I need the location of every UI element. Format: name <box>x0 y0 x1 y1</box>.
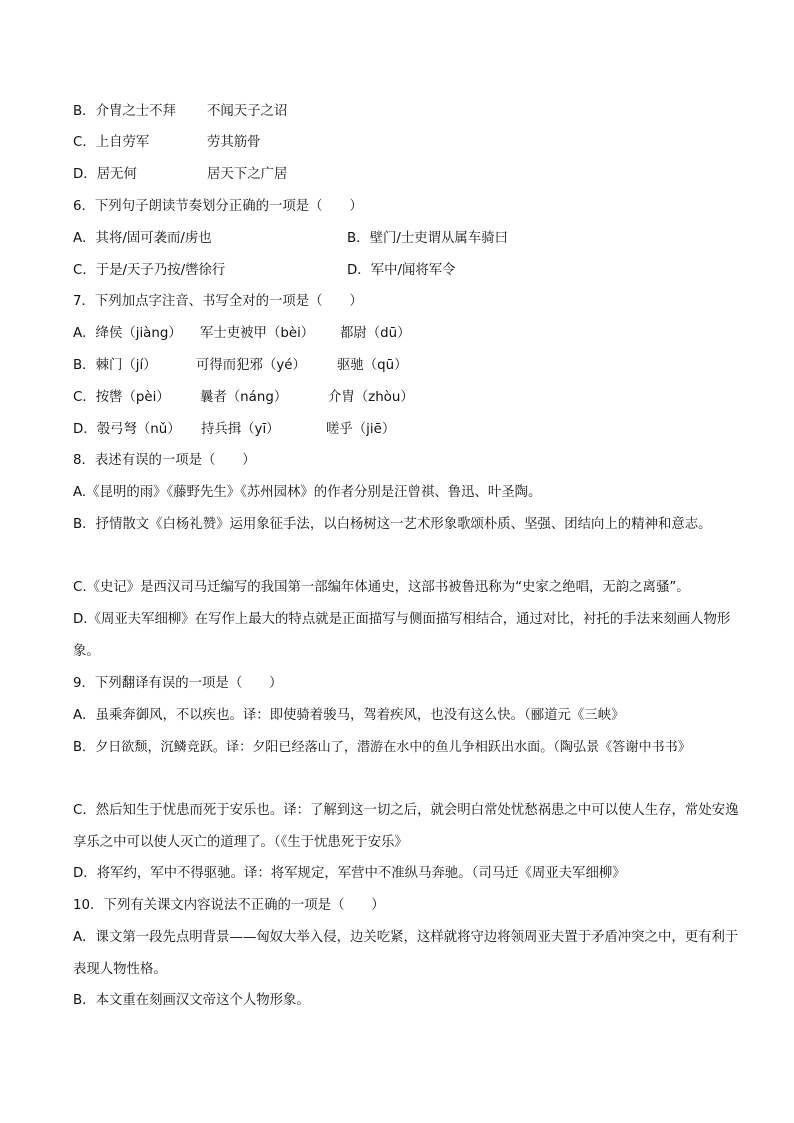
q7-item: 驱驰（qū） <box>337 358 408 373</box>
q8-option-b: B．抒情散文《白杨礼赞》运用象征手法，以白杨树这一艺术形象歌颂朴质、坚强、团结向上的精神和意志。 <box>73 517 712 532</box>
q7-item: 都尉（dū） <box>340 326 411 341</box>
q6-option-c: C．于是/天子乃按/辔徐行 <box>73 263 226 278</box>
q7-item: 嗟乎（jiē） <box>326 422 396 437</box>
question-6: 6．下列句子朗读节奏划分正确的一项是（ ） <box>73 199 363 214</box>
q9-option-b: B．夕日欲颓，沉鳞竞跃。译：夕阳已经落山了，潜游在水中的鱼儿争相跃出水面。（陶弘景《答谢中书书》 <box>73 740 691 755</box>
option-text: 不闻天子之诏 <box>207 104 288 119</box>
q7-item: D．彀弓弩（nǔ） <box>73 422 181 437</box>
question-7: 7．下列加点字注音、书写全对的一项是（ ） <box>73 294 363 309</box>
q10-option-a: A．课文第一段先点明背景——匈奴大举入侵，边关吃紧，这样就将守边将领周亚夫置于矛盾冲突之中，更有利于表现人物性格。 <box>73 930 739 977</box>
q8-option-a: A.《昆明的雨》《藤野先生》《苏州园林》的作者分别是汪曾祺、鲁迅、叶圣陶。 <box>73 485 542 500</box>
q9-option-c: C．然后知生于忧患而死于安乐也。译：了解到这一切之后，就会明白常处忧愁祸患之中可以使人生存，常处安逸享乐之中可以使人灭亡的道理了。（《生于忧患死于安乐》 <box>73 803 739 850</box>
q7-item: 可得而犯邪（yé） <box>196 358 306 373</box>
q7-item: B．棘门（jí） <box>73 358 157 373</box>
question-9: 9．下列翻译有误的一项是（ ） <box>73 676 283 691</box>
q9-option-a: A．虽乘奔御风，不以疾也。译：即使骑着骏马，驾着疾风，也没有这么快。（郦道元《三峡》 <box>73 708 625 723</box>
q7-item: 军士吏被甲（bèi） <box>200 326 315 341</box>
question-10: 10．下列有关课文内容说法不正确的一项是（ ） <box>73 898 385 913</box>
q6-option-d: D．军中/闻将军令 <box>347 263 456 278</box>
q7-item: 持兵揖（yī） <box>201 422 280 437</box>
q7-item: 介胄（zhòu） <box>328 390 414 405</box>
option-text: 劳其筋骨 <box>207 135 261 150</box>
question-8: 8．表述有误的一项是（ ） <box>73 453 256 468</box>
q8-option-c: C.《史记》是西汉司马迁编写的我国第一部编年体通史，这部书被鲁迅称为“史家之绝唱，无韵之离骚”。 <box>73 580 690 595</box>
option-text: 居天下之广居 <box>207 167 288 182</box>
q9-option-d: D．将军约，军中不得驱驰。译：将军规定，军营中不准纵马奔驰。（司马迁《周亚夫军细柳》 <box>73 866 626 881</box>
q7-item: C．按辔（pèi） <box>73 390 170 405</box>
option-text: D．居无何 <box>73 167 137 182</box>
q7-item: 曩者（náng） <box>200 390 288 405</box>
q6-option-a: A．其将/固可袭而/虏也 <box>73 231 212 246</box>
q7-item: A．绛侯（jiàng） <box>73 326 182 341</box>
option-text: C．上自劳军 <box>73 135 150 150</box>
q8-option-d: D.《周亚夫军细柳》在写作上最大的特点就是正面描写与侧面描写相结合，通过对比，衬托的手法来刻画人物形象。 <box>73 612 731 659</box>
q6-option-b: B．壁门/士吏谓从属车骑曰 <box>347 231 508 246</box>
option-text: B．介胄之士不拜 <box>73 104 176 119</box>
q10-option-b: B．本文重在刻画汉文帝这个人物形象。 <box>73 993 310 1008</box>
